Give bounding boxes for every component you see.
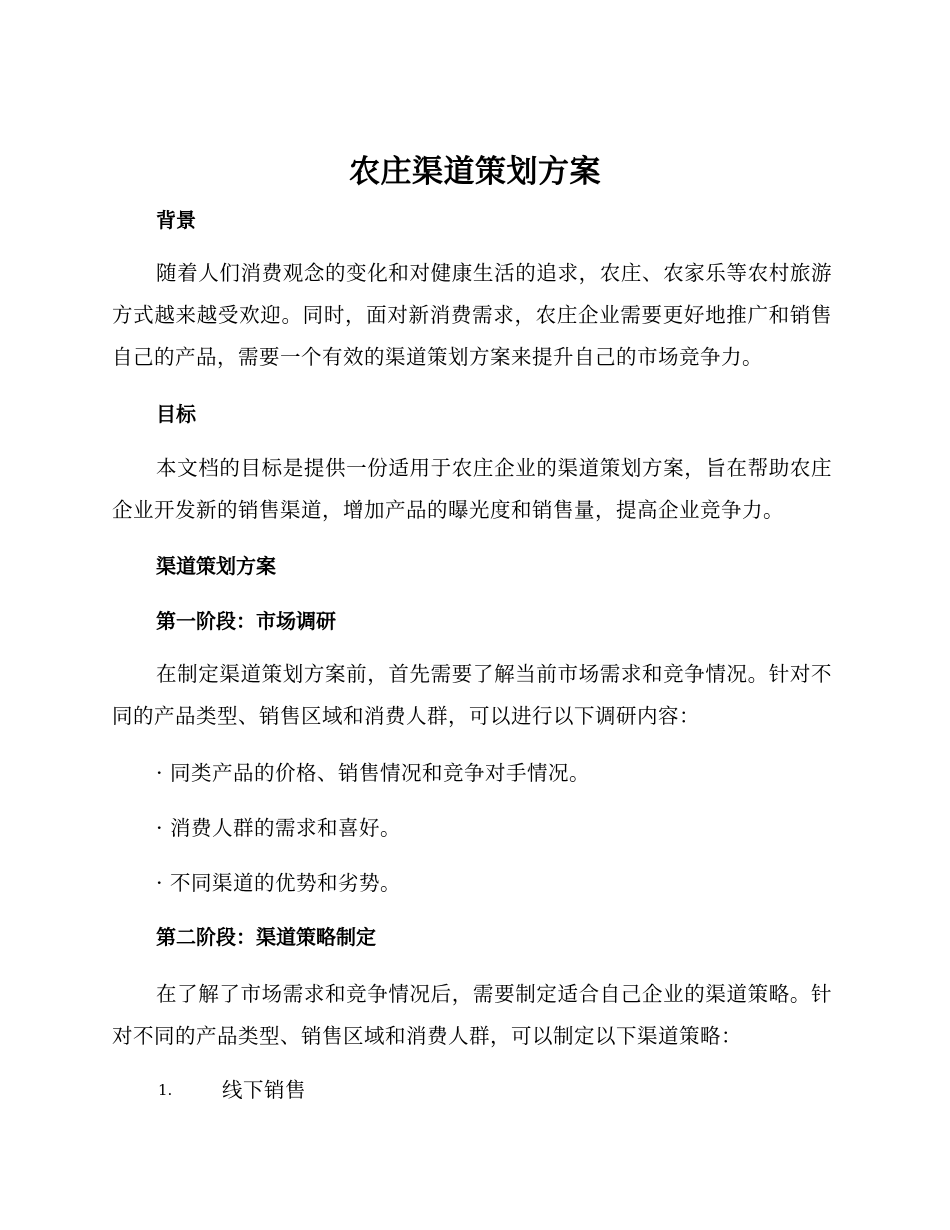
section-heading-phase2: 第二阶段：渠道策略制定 xyxy=(156,925,376,949)
section-heading-background: 背景 xyxy=(156,208,196,232)
paragraph-phase1: 在制定渠道策划方案前，首先需要了解当前市场需求和竞争情况。针对不同的产品类型、销售区域和消费人群，可以进行以下调研内容： xyxy=(112,662,832,728)
section-heading-phase1: 第一阶段：市场调研 xyxy=(156,609,336,633)
paragraph-goal: 本文档的目标是提供一份适用于农庄企业的渠道策划方案，旨在帮助农庄企业开发新的销售渠道，增加产品的曝光度和销售量，提高企业竞争力。 xyxy=(112,456,832,522)
list-item: · 消费人群的需求和喜好。 xyxy=(156,816,402,840)
section-heading-goal: 目标 xyxy=(156,402,196,426)
document-title: 农庄渠道策划方案 xyxy=(349,154,601,190)
paragraph-phase2: 在了解了市场需求和竞争情况后，需要制定适合自己企业的渠道策略。针对不同的产品类型、销售区域和消费人群，可以制定以下渠道策略： xyxy=(112,982,832,1048)
section-heading-plan: 渠道策划方案 xyxy=(156,554,276,578)
list-item: · 同类产品的价格、销售情况和竞争对手情况。 xyxy=(156,761,591,785)
paragraph-background: 随着人们消费观念的变化和对健康生活的追求，农庄、农家乐等农村旅游方式越来越受欢迎。同时，面对新消费需求，农庄企业需要更好地推广和销售自己的产品，需要一个有效的渠道策划方案来提升自己的市场竞争力。 xyxy=(112,261,832,369)
list-item-text: 线下销售 xyxy=(222,1078,306,1102)
list-item: · 不同渠道的优势和劣势。 xyxy=(156,871,402,895)
list-number: 1. xyxy=(158,1081,173,1099)
